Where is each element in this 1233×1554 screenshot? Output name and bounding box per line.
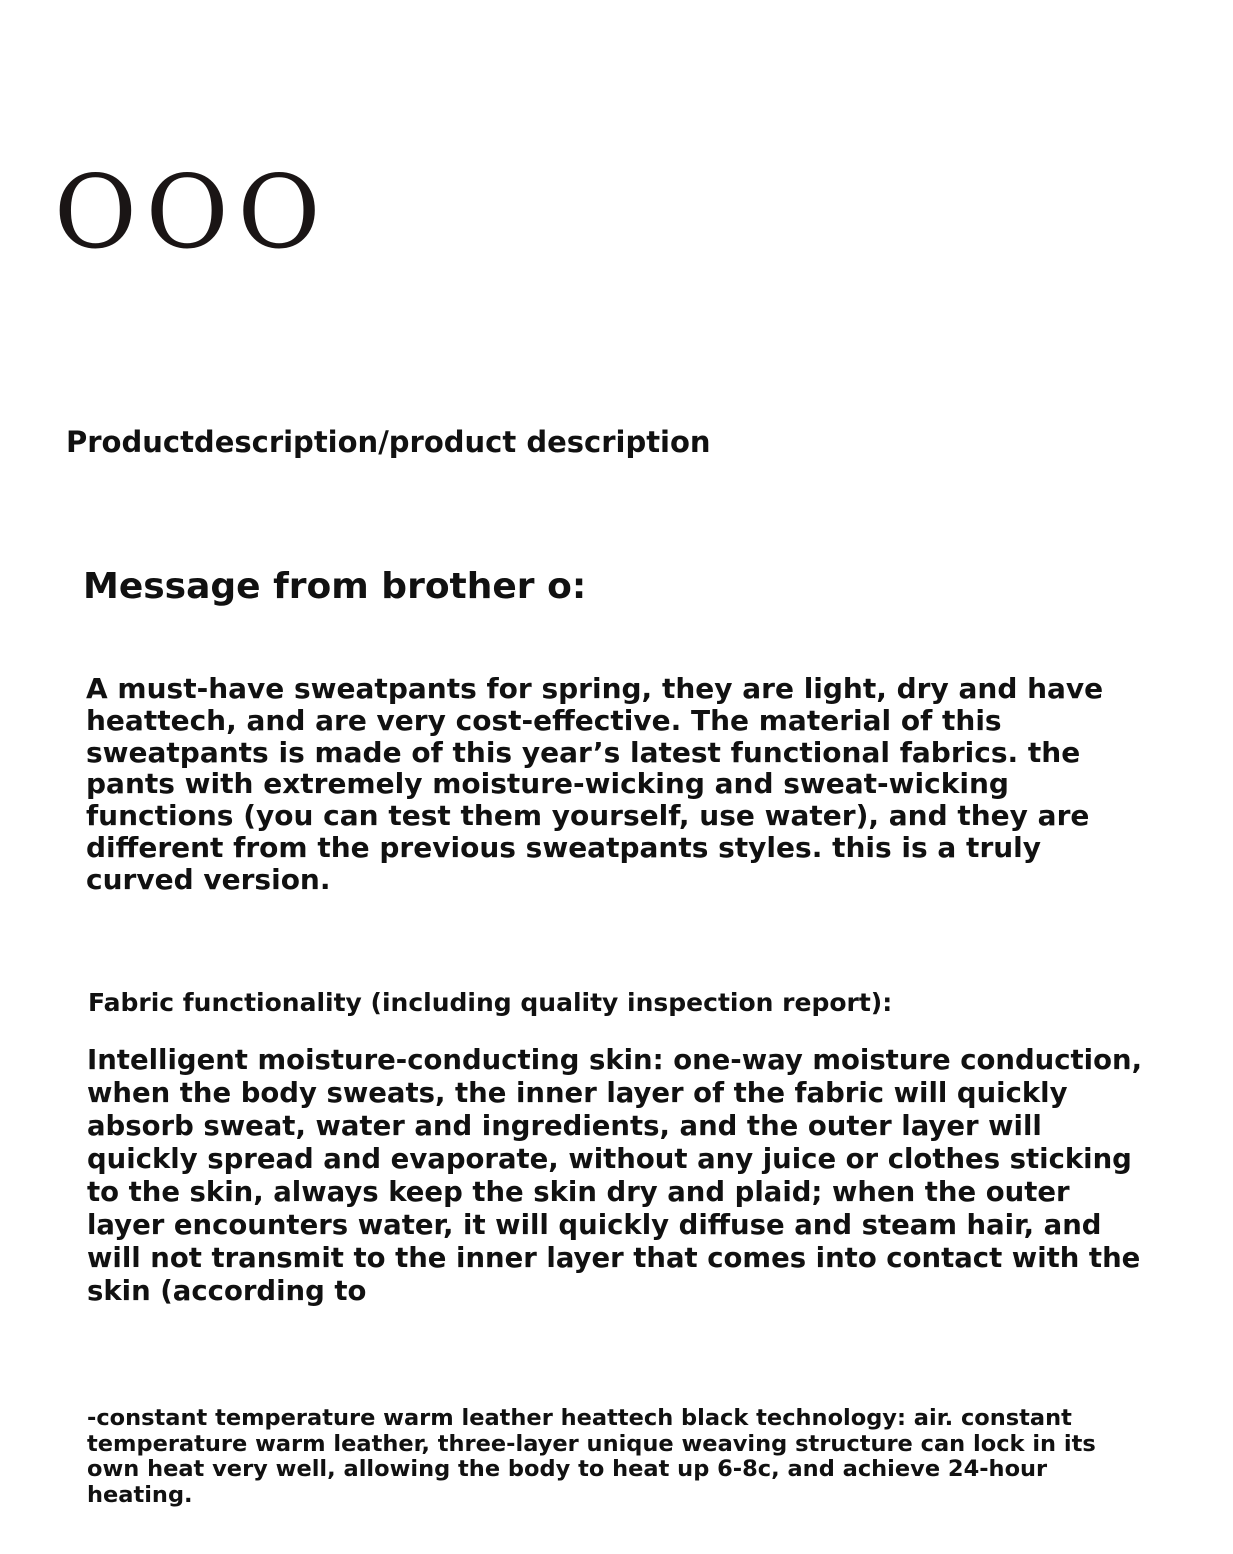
product-description-title: Productdescription/product description [66,425,711,459]
fabric-functionality-heading: Fabric functionality (including quality inspection report): [88,988,893,1017]
heattech-description: -constant temperature warm leather heattech black technology: air. constant temperature warm leather, three-layer unique weaving structure can lock in its own heat very well, allowing the body to heat up 6-8c, and achieve 24-hour heating. [87,1405,1096,1508]
moisture-conducting-description: Intelligent moisture-conducting skin: one-way moisture conduction, when the body sweats, the inner layer of the fabric will quickly absorb sweat, water and ingredients, and the outer layer will quickly spread and evaporate, without any juice or clothes sticking to the skin, always keep the skin dry and plaid; when the outer layer encounters water, it will quickly diffuse and steam hair, and will not transmit to the inner layer that comes into contact with the skin (according to [87,1044,1143,1307]
brand-logo: OOO [54,153,330,271]
message-body: A must-have sweatpants for spring, they are light, dry and have heattech, and are very cost-effective. The material of this sweatpants is made of this year’s latest functional fabrics. the pants with extremely moisture-wicking and sweat-wicking functions (you can test them yourself, use water), and they are different from the previous sweatpants styles. this is a truly curved version. [86,672,1104,896]
message-heading: Message from brother o: [83,566,587,607]
